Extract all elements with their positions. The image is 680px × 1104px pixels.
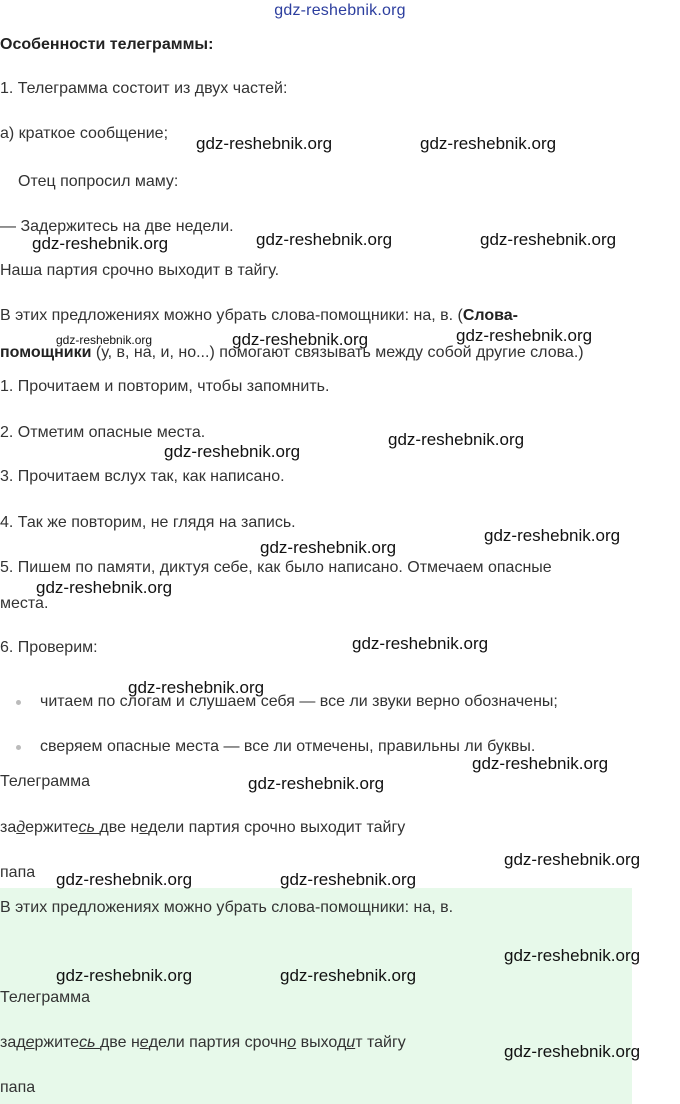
watermark: gdz-reshebnik.org: [504, 946, 641, 965]
telegram-title: Телеграмма: [0, 773, 91, 790]
tg-marked-letter: и: [346, 1034, 356, 1051]
watermark: gdz-reshebnik.org: [56, 333, 153, 347]
watermark: gdz-reshebnik.org: [472, 754, 609, 773]
telegram-text: [0, 819, 405, 837]
tg-marked-letter: д: [16, 819, 26, 836]
helpers-text: В этих предложениях можно убрать слова-помощники: на, в. (: [0, 307, 463, 324]
tg-part: за: [0, 819, 17, 836]
paragraph-helpers-line1: [0, 307, 518, 325]
step-5: 5. Пишем по памяти, диктуя себе, как было написано. Отмечаем опасные: [0, 559, 552, 576]
step-6: 6. Проверим:: [0, 639, 98, 656]
answer-telegram-signature: папа: [0, 1079, 36, 1096]
watermark: gdz-reshebnik.org: [56, 966, 193, 985]
watermark: gdz-reshebnik.org: [248, 774, 385, 793]
tg-part: выход: [296, 1034, 347, 1051]
watermark: gdz-reshebnik.org: [280, 870, 417, 889]
tg-marked-letter: о: [287, 1034, 297, 1051]
watermark: gdz-reshebnik.org: [164, 442, 301, 461]
paragraph-message: а) краткое сообщение;: [0, 125, 169, 142]
tg-part: дели партия срочн: [148, 1034, 288, 1051]
watermark: gdz-reshebnik.org: [504, 850, 641, 869]
watermark: gdz-reshebnik.org: [388, 430, 525, 449]
helpers-bold-1: Слова-: [462, 307, 518, 324]
watermark: gdz-reshebnik.org: [32, 234, 169, 253]
tg-part: две н: [99, 1034, 140, 1051]
step-4: 4. Так же повторим, не глядя на запись.: [0, 514, 296, 531]
watermark: gdz-reshebnik.org: [232, 330, 369, 349]
check-item-2: сверяем опасные места — все ли отмечены, правильны ли буквы.: [40, 738, 536, 755]
step-5-cont: места.: [0, 595, 49, 612]
tg-part: дели партия срочно выходит тайгу: [148, 819, 406, 836]
watermark: gdz-reshebnik.org: [256, 230, 393, 249]
watermark: gdz-reshebnik.org: [420, 134, 557, 153]
bullet-dot-icon: [16, 745, 21, 750]
step-1: 1. Прочитаем и повторим, чтобы запомнить.: [0, 378, 330, 395]
watermark: gdz-reshebnik.org: [196, 134, 333, 153]
tg-marked-letter: сь: [78, 819, 100, 836]
check-item-1: читаем по слогам и слушаем себя — все ли звуки верно обозначены;: [40, 693, 558, 710]
tg-part: ржите: [34, 1034, 80, 1051]
paragraph-father: Отец попросил маму:: [18, 173, 179, 190]
watermark: gdz-reshebnik.org: [352, 634, 489, 653]
step-3: 3. Прочитаем вслух так, как написано.: [0, 468, 285, 485]
answer-paragraph: В этих предложениях можно убрать слова-помощники: на, в.: [0, 899, 454, 916]
tg-marked-letter: е: [139, 1034, 149, 1051]
tg-part: две н: [99, 819, 140, 836]
tg-part: т тайгу: [355, 1034, 406, 1051]
page-title: Особенности телеграммы:: [0, 36, 214, 53]
watermark: gdz-reshebnik.org: [260, 538, 397, 557]
paragraph-parts: 1. Телеграмма состоит из двух частей:: [0, 80, 288, 97]
watermark: gdz-reshebnik.org: [456, 326, 593, 345]
helpers-bold-2: помощники: [0, 344, 92, 361]
answer-block: [0, 888, 632, 1104]
watermark: gdz-reshebnik.org: [36, 578, 173, 597]
site-header-watermark: gdz-reshebnik.org: [274, 2, 406, 19]
answer-telegram-text: [0, 1034, 406, 1052]
paragraph-party: Наша партия срочно выходит в тайгу.: [0, 262, 280, 279]
watermark: gdz-reshebnik.org: [128, 678, 265, 697]
watermark: gdz-reshebnik.org: [56, 870, 193, 889]
tg-part: ержите: [25, 819, 79, 836]
watermark: gdz-reshebnik.org: [484, 526, 621, 545]
telegram-signature: папа: [0, 864, 36, 881]
paragraph-stay: — Задержитесь на две недели.: [0, 218, 234, 235]
tg-marked-letter: сь: [79, 1034, 100, 1051]
watermark: gdz-reshebnik.org: [480, 230, 617, 249]
tg-part: зад: [0, 1034, 26, 1051]
bullet-dot-icon: [16, 700, 21, 705]
helpers-text-2: (у, в, на, и, но...) помогают связывать между собой другие слова.): [91, 344, 584, 361]
watermark: gdz-reshebnik.org: [504, 1042, 641, 1061]
answer-telegram-title: Телеграмма: [0, 989, 91, 1006]
step-2: 2. Отметим опасные места.: [0, 424, 206, 441]
tg-marked-letter: е: [139, 819, 149, 836]
tg-marked-letter: е: [25, 1034, 35, 1051]
watermark: gdz-reshebnik.org: [280, 966, 417, 985]
